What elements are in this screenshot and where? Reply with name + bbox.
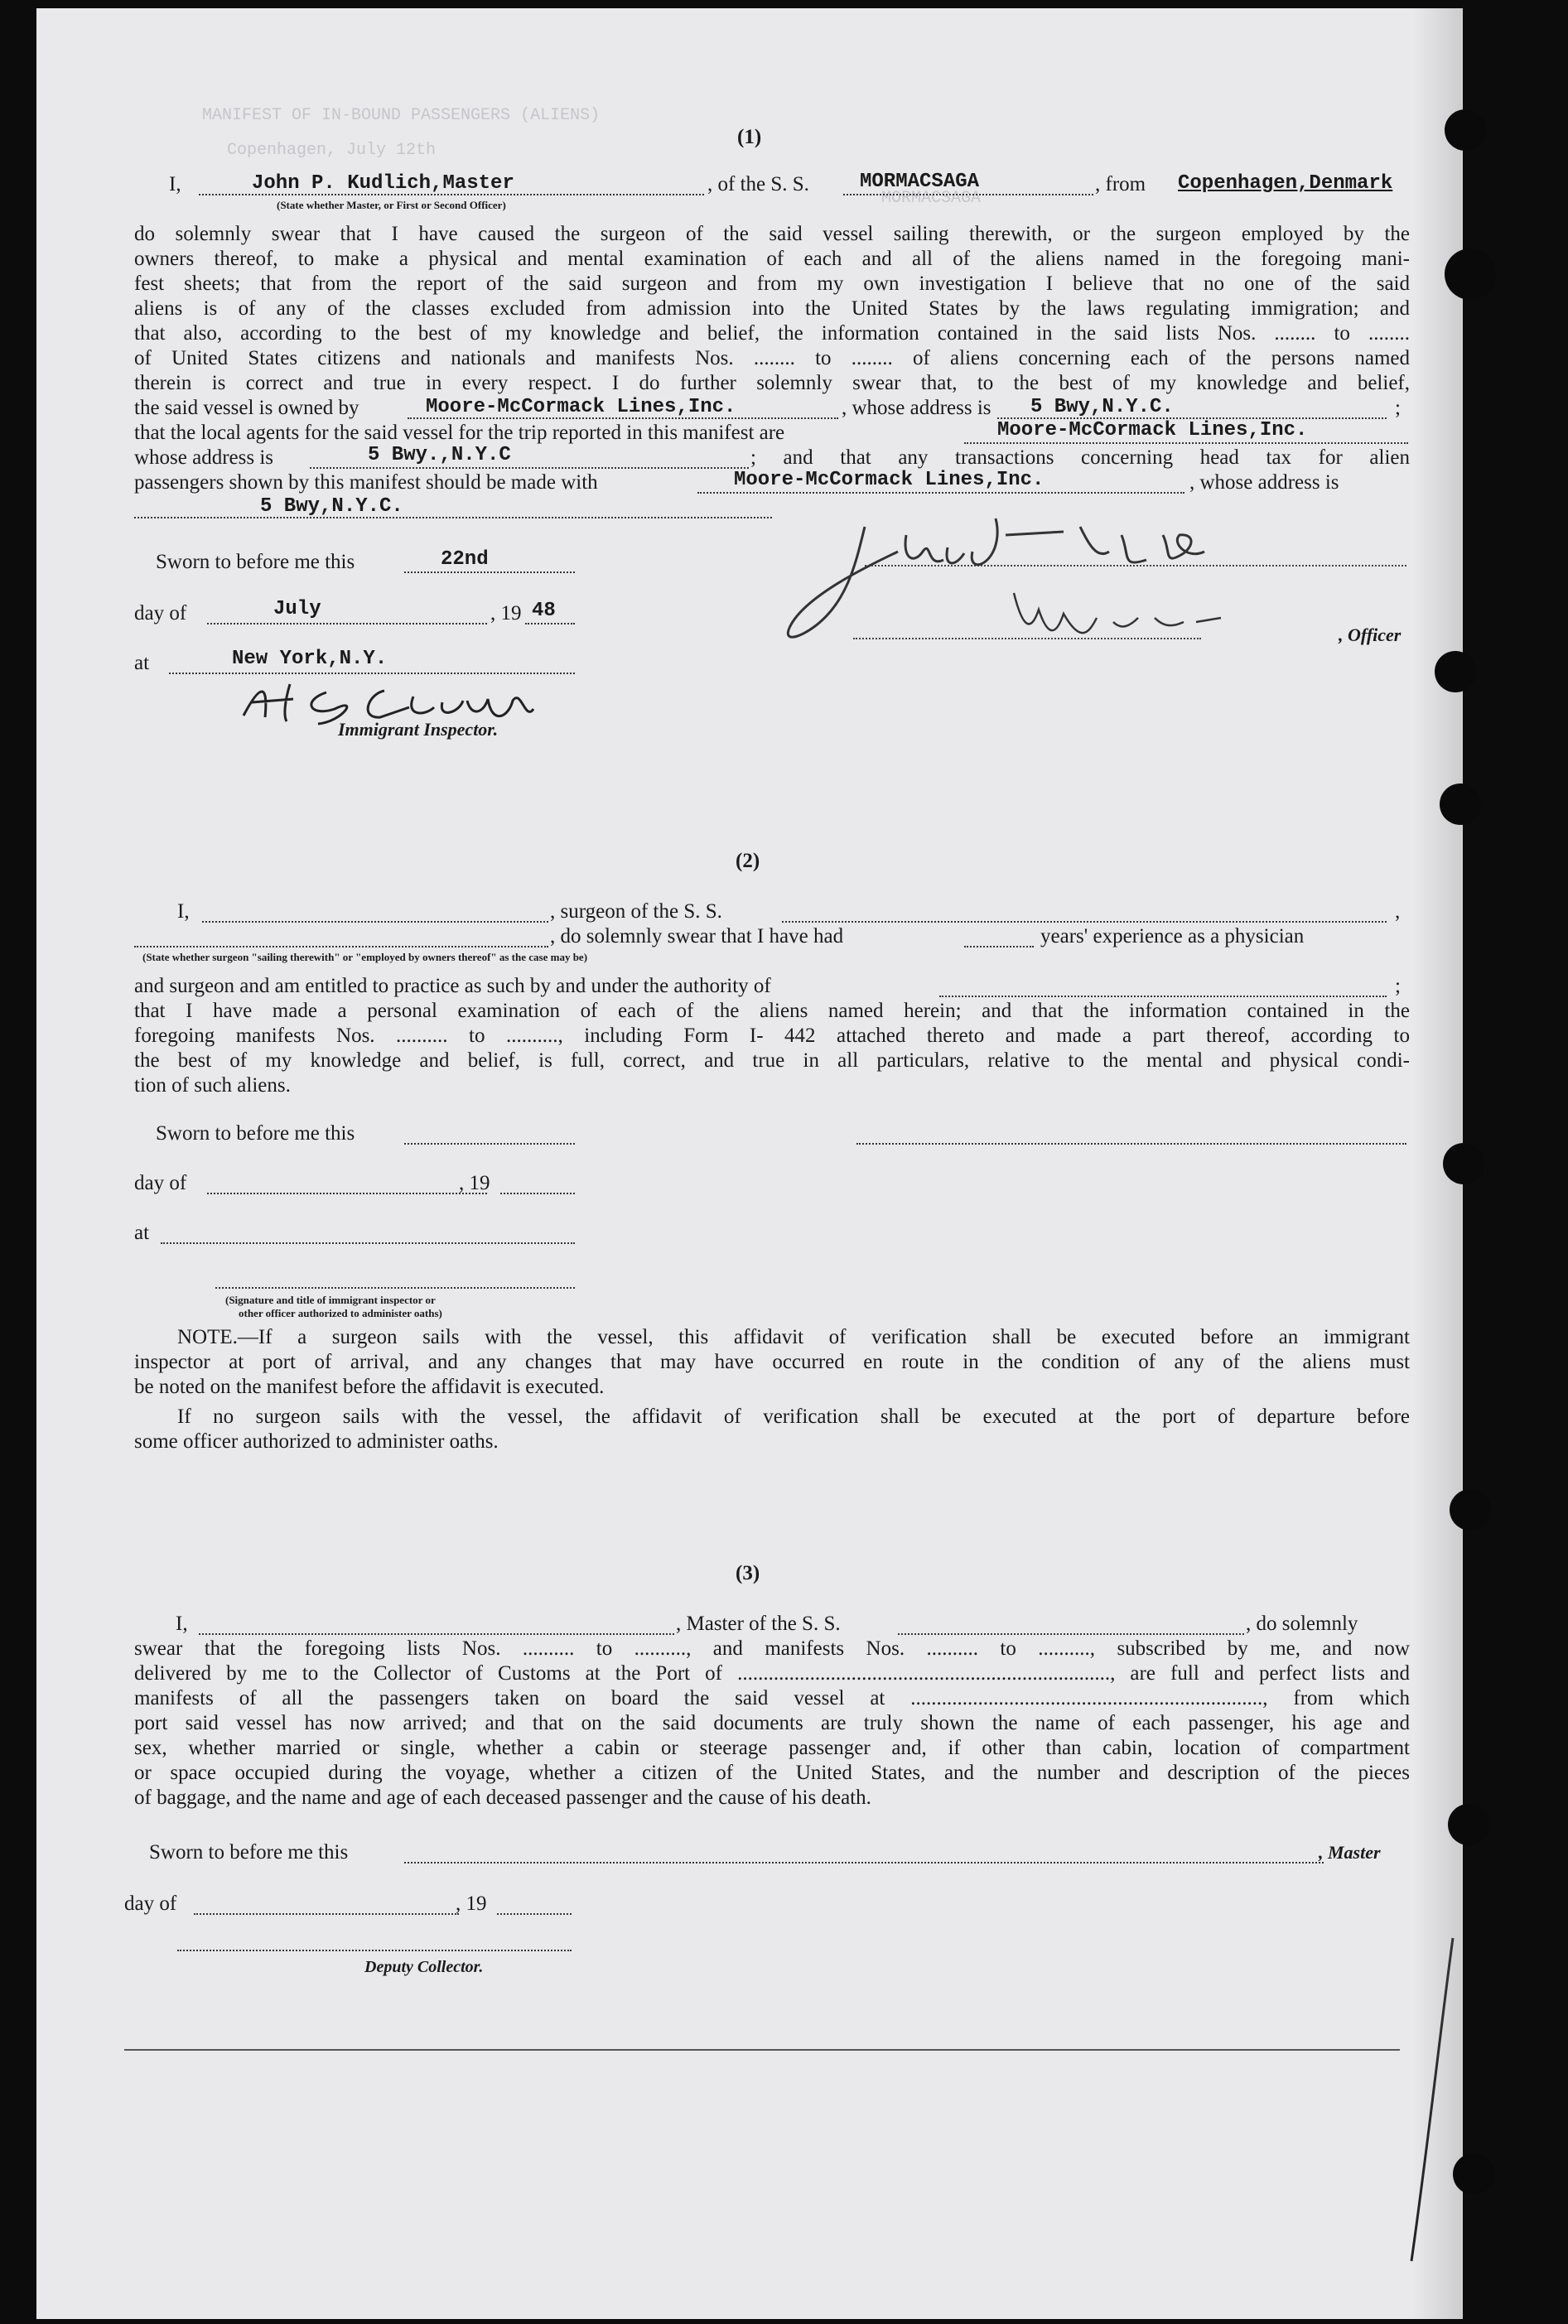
collector-i-label: I,	[176, 1613, 188, 1635]
owned-by-label: the said vessel is owned by	[134, 397, 359, 419]
head-tax-party-line	[697, 492, 1184, 494]
head-tax-address-value: 5 Bwy,N.Y.C.	[260, 495, 403, 518]
pen-stroke	[1395, 1930, 1461, 2278]
place-line	[169, 673, 575, 674]
master-oath-line: sex, whether married or single, whether a cabin or steerage passenger and, if other than cabin, location of compartment	[134, 1737, 1410, 1759]
surgeon-oath-line: the best of my knowledge and belief, is full, correct, and true in all particulars, relative to the mental and physical condi-	[134, 1049, 1410, 1072]
sworn-label: Sworn to before me this	[156, 551, 355, 573]
agents-address-value: 5 Bwy.,N.Y.C	[368, 444, 511, 466]
sworn-day-line	[404, 571, 575, 573]
years-line	[964, 946, 1034, 947]
year-line	[525, 623, 575, 624]
owner-value: Moore-McCormack Lines,Inc.	[426, 396, 736, 418]
year-prefix: , 19	[490, 602, 522, 624]
binder-hole	[1445, 109, 1486, 151]
bleed-through-text: MANIFEST OF IN-BOUND PASSENGERS (ALIENS)	[202, 106, 601, 125]
master-oath-line: or space occupied during the voyage, whether a citizen of the United States, and the number and description of the pieces	[134, 1762, 1410, 1784]
oath-text-line: fest sheets; that from the report of the said surgeon and from my own investigation I believe that no one of the said	[134, 272, 1410, 295]
head-tax-address-label: , whose address is	[1189, 471, 1339, 494]
authority-line	[939, 996, 1387, 997]
administrator-note: other officer authorized to administer oaths)	[239, 1307, 442, 1319]
surgeon-sworn-line	[404, 1143, 575, 1145]
master-i-label: I,	[169, 173, 181, 195]
departure-port-value: Copenhagen,Denmark	[1178, 172, 1393, 195]
surgeon-place-line	[161, 1242, 575, 1244]
agents-value: Moore-McCormack Lines,Inc.	[997, 419, 1308, 441]
binder-hole	[1443, 1143, 1484, 1184]
section-1-number: (1)	[737, 126, 762, 148]
master-oath-line: delivered by me to the Collector of Customs at the Port of ........................................................................, are full and perfect lists and	[134, 1662, 1410, 1685]
month-line	[207, 623, 487, 624]
master-name-note: (State whether Master, or First or Second Officer)	[277, 199, 506, 211]
passengers-label: passengers shown by this manifest should be made with	[134, 471, 598, 494]
bleed-through-text: MORMACSAGA	[881, 189, 982, 208]
administrator-note: (Signature and title of immigrant inspector or	[225, 1294, 436, 1306]
master-signature	[732, 502, 1312, 659]
owner-address-label: , whose address is	[842, 397, 991, 419]
oath-text-line: do solemnly swear that I have caused the surgeon of the said vessel sailing therewith, or the surgeon employed by the	[134, 223, 1410, 245]
master-label: , Master	[1319, 1842, 1381, 1863]
surgeon-day-of-label: day of	[134, 1172, 187, 1194]
from-label: , from	[1095, 173, 1146, 195]
surgeon-month-line	[207, 1193, 487, 1194]
master-name-value: John P. Kudlich,Master	[252, 172, 514, 195]
do-solemnly-label: , do solemnly	[1246, 1613, 1358, 1635]
surgeon-oath-line: tion of such aliens.	[134, 1074, 291, 1097]
sworn-day-value: 22nd	[441, 548, 489, 571]
collector-month-line	[194, 1913, 459, 1915]
document-page	[36, 8, 1463, 2319]
binder-hole	[1453, 2153, 1494, 2195]
day-of-label: day of	[134, 602, 187, 624]
surgeon-oath-line: foregoing manifests Nos. .......... to .........., including Form I- 442 attached thereto and made a part thereof, according to	[134, 1025, 1410, 1047]
deputy-collector-label: Deputy Collector.	[364, 1958, 484, 1976]
years-label: years' experience as a physician	[1040, 925, 1305, 947]
ship-name-line	[843, 194, 1093, 195]
oath-text-line: therein is correct and true in every respect. I do further solemnly swear that, to the best of my knowledge and belief,	[134, 372, 1410, 394]
surgeon-name-line	[202, 921, 548, 923]
agents-address-line	[310, 467, 749, 469]
agents-line	[964, 442, 1408, 444]
section-2-number: (2)	[736, 850, 760, 872]
bleed-through-text: Copenhagen, July 12th	[227, 141, 437, 160]
administrator-signature-line	[215, 1287, 575, 1289]
master-oath-line: of baggage, and the name and age of each deceased passenger and the cause of his death.	[134, 1786, 871, 1809]
collector-ship-line	[898, 1633, 1244, 1635]
note-line: inspector at port of arrival, and any changes that may have occurred en route in the condition of any of the aliens must	[134, 1351, 1410, 1373]
collector-year-prefix: , 19	[456, 1892, 487, 1915]
master-oath-line: port said vessel has now arrived; and that on the said documents are truly shown the name of each passenger, his age and	[134, 1712, 1410, 1734]
surgeon-oath-line: that I have made a personal examination of each of the aliens named herein; and that the information contained in the	[134, 1000, 1410, 1022]
note-line: If no surgeon sails with the vessel, the affidavit of verification shall be executed at the port of departure before	[177, 1405, 1410, 1428]
deputy-signature-line	[177, 1950, 572, 1951]
master-of-label: , Master of the S. S.	[676, 1613, 841, 1635]
note-line: be noted on the manifest before the affidavit is executed.	[134, 1376, 605, 1398]
surgeon-status-note: (State whether surgeon "sailing therewith" or "employed by owners thereof" as the case may be)	[142, 951, 588, 963]
binder-hole	[1435, 651, 1476, 692]
oath-text-line: that also, according to the best of my knowledge and belief, the information contained in the said lists Nos. ........ to ........	[134, 322, 1410, 345]
collector-master-line	[199, 1633, 674, 1635]
officer-label: , Officer	[1339, 624, 1402, 645]
semicolon: ;	[1395, 397, 1401, 419]
oath-text-line: of United States citizens and nationals and manifests Nos. ........ to ........ of aliens concerning each of the persons named	[134, 347, 1410, 369]
surgeon-status-line	[134, 946, 548, 947]
surgeon-i-label: I,	[177, 900, 190, 923]
collector-sworn-line	[404, 1862, 1324, 1864]
comma: ,	[1395, 900, 1401, 923]
head-tax-text: ; and that any transactions concerning head tax for alien	[750, 446, 1410, 469]
oath-text-line: aliens is of any of the classes excluded from admission into the United States by the laws regulating immigration; and	[134, 297, 1410, 320]
surgeon-sworn-label: Sworn to before me this	[156, 1122, 355, 1145]
surgeon-year-prefix: , 19	[459, 1172, 490, 1194]
year-value: 48	[532, 600, 556, 622]
surgeon-of-label: , surgeon of the S. S.	[550, 900, 722, 923]
surgeon-year-line	[500, 1193, 575, 1194]
oath-text-line: owners thereof, to make a physical and mental examination of each and all of the aliens named in the foregoing mani-	[134, 248, 1410, 270]
collector-day-of-label: day of	[124, 1892, 177, 1915]
binder-hole	[1448, 1804, 1489, 1845]
surgeon-signature-line	[856, 1143, 1406, 1145]
month-value: July	[273, 598, 321, 620]
binder-hole	[1445, 248, 1496, 300]
authority-label: and surgeon and am entitled to practice as such by and under the authority of	[134, 975, 771, 997]
agents-address-label: whose address is	[134, 446, 274, 469]
agents-label: that the local agents for the said vessel for the trip reported in this manifest are	[134, 422, 785, 444]
collector-sworn-label: Sworn to before me this	[149, 1841, 349, 1864]
master-oath-line: swear that the foregoing lists Nos. .......... to .........., and manifests Nos. .......... to .........., subscribed by me, and now	[134, 1637, 1410, 1660]
section-3-number: (3)	[736, 1562, 760, 1584]
head-tax-party-value: Moore-McCormack Lines,Inc.	[734, 469, 1045, 491]
collector-year-line	[497, 1913, 572, 1915]
at-label: at	[134, 652, 150, 674]
surgeon-ship-line	[782, 921, 1387, 923]
head-tax-address-line	[134, 517, 772, 518]
note-line: NOTE.—If a surgeon sails with the vessel, this affidavit of verification shall be executed before an immigrant	[177, 1326, 1410, 1348]
ship-name-value: MORMACSAGA	[860, 171, 980, 193]
binder-hole	[1450, 1489, 1491, 1531]
semicolon: ;	[1395, 975, 1401, 997]
inspector-title: Immigrant Inspector.	[338, 719, 499, 740]
owner-address-value: 5 Bwy,N.Y.C.	[1030, 396, 1174, 418]
note-line: some officer authorized to administer oaths.	[134, 1430, 499, 1453]
of-ss-label: , of the S. S.	[707, 173, 809, 195]
bottom-rule	[124, 2049, 1400, 2051]
binder-hole	[1440, 784, 1481, 825]
do-swear-label: , do solemnly swear that I have had	[550, 925, 844, 947]
master-oath-line: manifests of all the passengers taken on board the said vessel at ...................................................................., from which	[134, 1687, 1410, 1709]
place-value: New York,N.Y.	[232, 648, 388, 670]
surgeon-at-label: at	[134, 1222, 150, 1244]
